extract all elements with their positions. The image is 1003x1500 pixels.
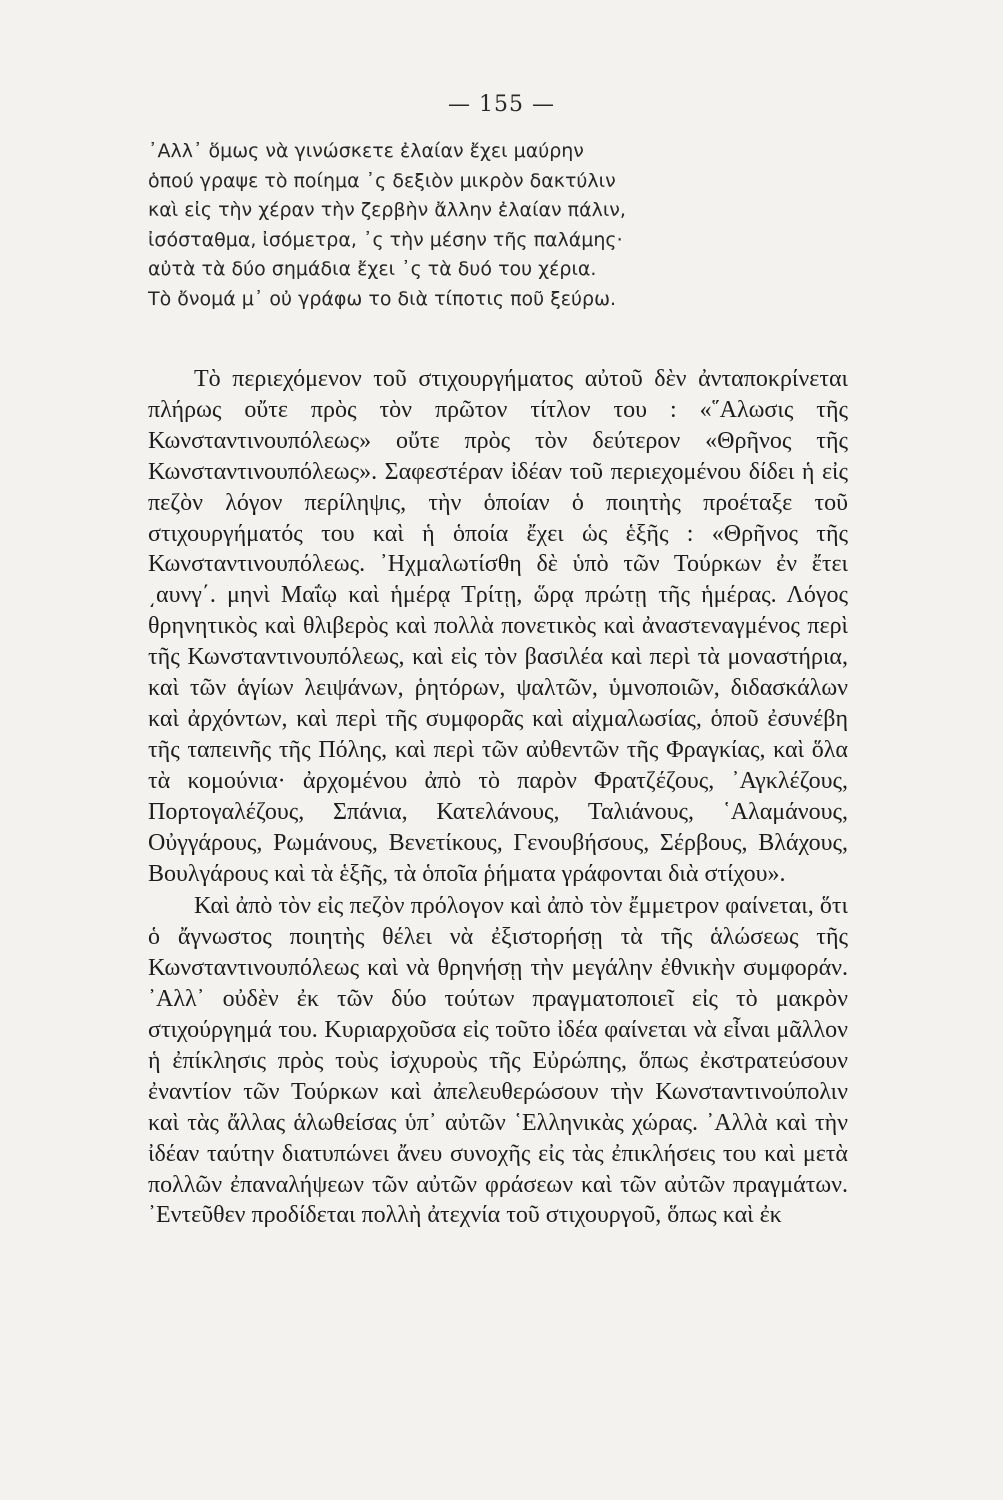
verse-block [148,137,868,314]
paragraph: Καὶ ἀπὸ τὸν εἰς πεζὸν πρόλογον καὶ ἀπὸ τὸν ἔμμετρον φαίνεται, ὅτι ὁ ἄγνωστος ποιητὴς θέλει νὰ ἐξιστορήσῃ τὰ τῆς ἁλώσεως τῆς Κωνσταντινουπόλεως καὶ νὰ θρηνήσῃ τὴν μεγάλην ἐθνικὴν συμφοράν. ᾿Αλλ᾿ οὐδὲν ἐκ τῶν δύο τούτων πραγματοποιεῖ εἰς τὸ μακρὸν στιχούργημά του. Κυριαρχοῦσα εἰς τοῦτο ἰδέα φαίνεται νὰ εἶναι μᾶλλον ἡ ἐπίκλησις πρὸς τοὺς ἰσχυροὺς τῆς Εὐρώπης, ὅπως ἐκστρατεύσουν ἐναντίον τῶν Τούρκων καὶ ἀπελευθερώσουν τὴν Κωνσταντινούπολιν καὶ τὰς ἄλλας ἁλωθείσας ὑπ᾿ αὐτῶν ῾Ελληνικὰς χώρας. ᾿Αλλὰ καὶ τὴν ἰδέαν ταύτην διατυπώνει ἄνευ συνοχῆς εἰς τὰς ἐπικλήσεις του καὶ μετὰ πολλῶν ἐπαναλήψεων τῶν αὐτῶν φράσεων καὶ τῶν αὐτῶν πραγμάτων. ᾿Εντεῦθεν προδίδεται πολλὴ ἀτεχνία τοῦ στιχουργοῦ, ὅπως καὶ ἐκ [148,893,848,1229]
verse-line: ᾿Αλλ᾿ ὅμως νὰ γινώσκετε ἐλαίαν ἔχει μαύρην [148,140,584,162]
verse-line: ὁπού γραψε τὸ ποίημα ᾿ς δεξιὸν μικρὸν δακτύλιν [148,169,616,192]
verse-line: καὶ εἰς τὴν χέραν τὴν ζερβὴν ἄλλην ἐλαίαν πάλιν, [148,199,626,221]
page-number: — 155 — [448,92,555,117]
verse-line: ἰσόσταθμα, ἰσόμετρα, ᾿ς τὴν μέσην τῆς παλάμης· [148,228,623,251]
prose-block [148,364,848,1231]
verse-line: αὐτὰ τὰ δύο σημάδια ἔχει ᾿ς τὰ δυό του χέρια. [148,258,597,280]
verse-line: Τὸ ὄνομά μ᾿ οὐ γράφω το διὰ τίποτις ποῦ ξεύρω. [148,287,617,310]
paragraph: Τὸ περιεχόμενον τοῦ στιχουργήματος αὐτοῦ δὲν ἀνταποκρίνεται πλήρως οὔτε πρὸς τὸν πρῶτον τίτλον του : «῞Αλωσις τῆς Κωνσταντινουπόλεως» οὔτε πρὸς τὸν δεύτερον «Θρῆνος τῆς Κωνσταντινουπόλεως». Σαφεστέραν ἰδέαν τοῦ περιεχομένου δίδει ἡ εἰς πεζὸν λόγον περίληψις, τὴν ὁποίαν ὁ ποιητὴς προέταξε τοῦ στιχουργήματός του καὶ ἡ ὁποία ἔχει ὡς ἑξῆς : «Θρῆνος τῆς Κωνσταντινουπόλεως. ᾿Ηχμαλωτίσθη δὲ ὑπὸ τῶν Τούρκων ἐν ἔτει ͵αυνγ΄. μηνὶ Μαΐῳ καὶ ἡμέρᾳ Τρίτῃ, ὥρᾳ πρώτῃ τῆς ἡμέρας. Λόγος θρηνητικὸς καὶ θλιβερὸς καὶ πολλὰ πονετικὸς καὶ ἀναστεναγμένος περὶ τῆς Κωνσταντινουπόλεως, καὶ εἰς τὸν βασιλέα καὶ περὶ τὰ μοναστήρια, καὶ τῶν ἁγίων λειψάνων, ῥητόρων, ψαλτῶν, ὑμνοποιῶν, διδασκάλων καὶ ἀρχόντων, καὶ περὶ τῆς συμφορᾶς καὶ αἰχμαλωσίας, ὁποῦ ἐσυνέβη τῆς ταπεινῆς τῆς Πόλης, καὶ περὶ τῶν αὐθεντῶν τῆς Φραγκίας, καὶ ὅλα τὰ κομούνια· ἀρχομένου ἀπὸ τὸ παρὸν Φρατζέζους, ᾿Αγκλέζους, Πορτογαλέζους, Σπάνια, Κατελάνους, Ταλιάνους, ῾Αλαμάνους, Οὐγγάρους, Ρωμάνους, Βενετίκους, Γενουβήσους, Σέρβους, Βλάχους, Βουλγάρους καὶ τὰ ἑξῆς, τὰ ὁποῖα ῥήματα γράφονται διὰ στίχου». [148,366,848,887]
